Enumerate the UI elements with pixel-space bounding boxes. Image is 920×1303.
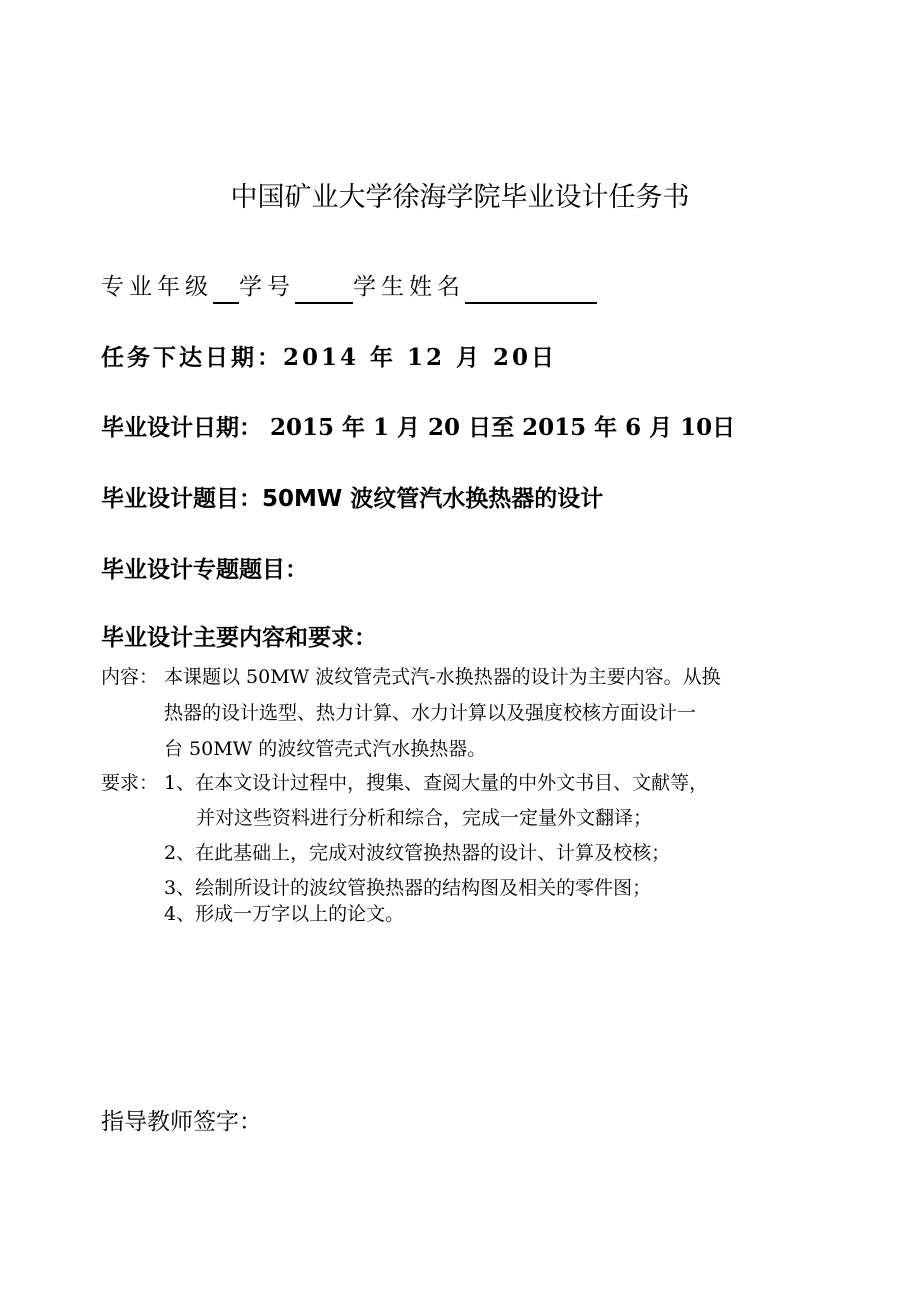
design-topic [101,482,603,516]
student-name-blank [465,276,597,304]
advisor-signature-label: 指导教师签字： [101,1109,262,1135]
content-line: 热器的设计选型、热力计算、水力计算以及强度校核方面设计一 [164,702,697,724]
special-topic-label: 毕业设计专题题目： [101,557,308,583]
content-line: 本课题以 50MW 波纹管壳式汽-水换热器的设计为主要内容。从换 [164,666,721,688]
requirement-item: 并对这些资料进行分析和综合，完成一定量外文翻译； [196,807,653,829]
requirement-item: 3、绘制所设计的波纹管换热器的结构图及相关的零件图； [164,877,652,899]
design-period: 毕业设计日期： 2015 年 1 月 20 日至 2015 年 6 月 10日 [101,414,736,441]
issue-date: 任务下达日期：2014 年 12 月 20日 [101,344,558,371]
student-name-label: 学生姓名 [353,274,465,300]
major-grade-blank [213,276,239,304]
design-topic-value: 50MW 波纹管汽水换热器的设计 [262,486,604,512]
student-id-label: 学号 [239,274,295,300]
requirements-label: 要求： [101,772,159,794]
requirement-item: 4、形成一万字以上的论文。 [164,903,405,925]
major-grade-label: 专业年级 [101,274,213,300]
requirement-item: 2、在此基础上，完成对波纹管换热器的设计、计算及校核； [164,842,671,864]
content-line: 台 50MW 的波纹管壳式汽水换热器。 [164,738,487,760]
design-topic-label: 毕业设计题目： [101,486,262,512]
requirements-heading: 毕业设计主要内容和要求： [101,625,377,651]
student-id-blank [295,276,353,304]
document-title: 中国矿业大学徐海学院毕业设计任务书 [230,182,690,213]
content-label: 内容： [101,666,159,688]
student-info-line [101,270,597,304]
requirement-item: 1、在本文设计过程中，搜集、查阅大量的中外文书目、文献等， [164,772,709,794]
